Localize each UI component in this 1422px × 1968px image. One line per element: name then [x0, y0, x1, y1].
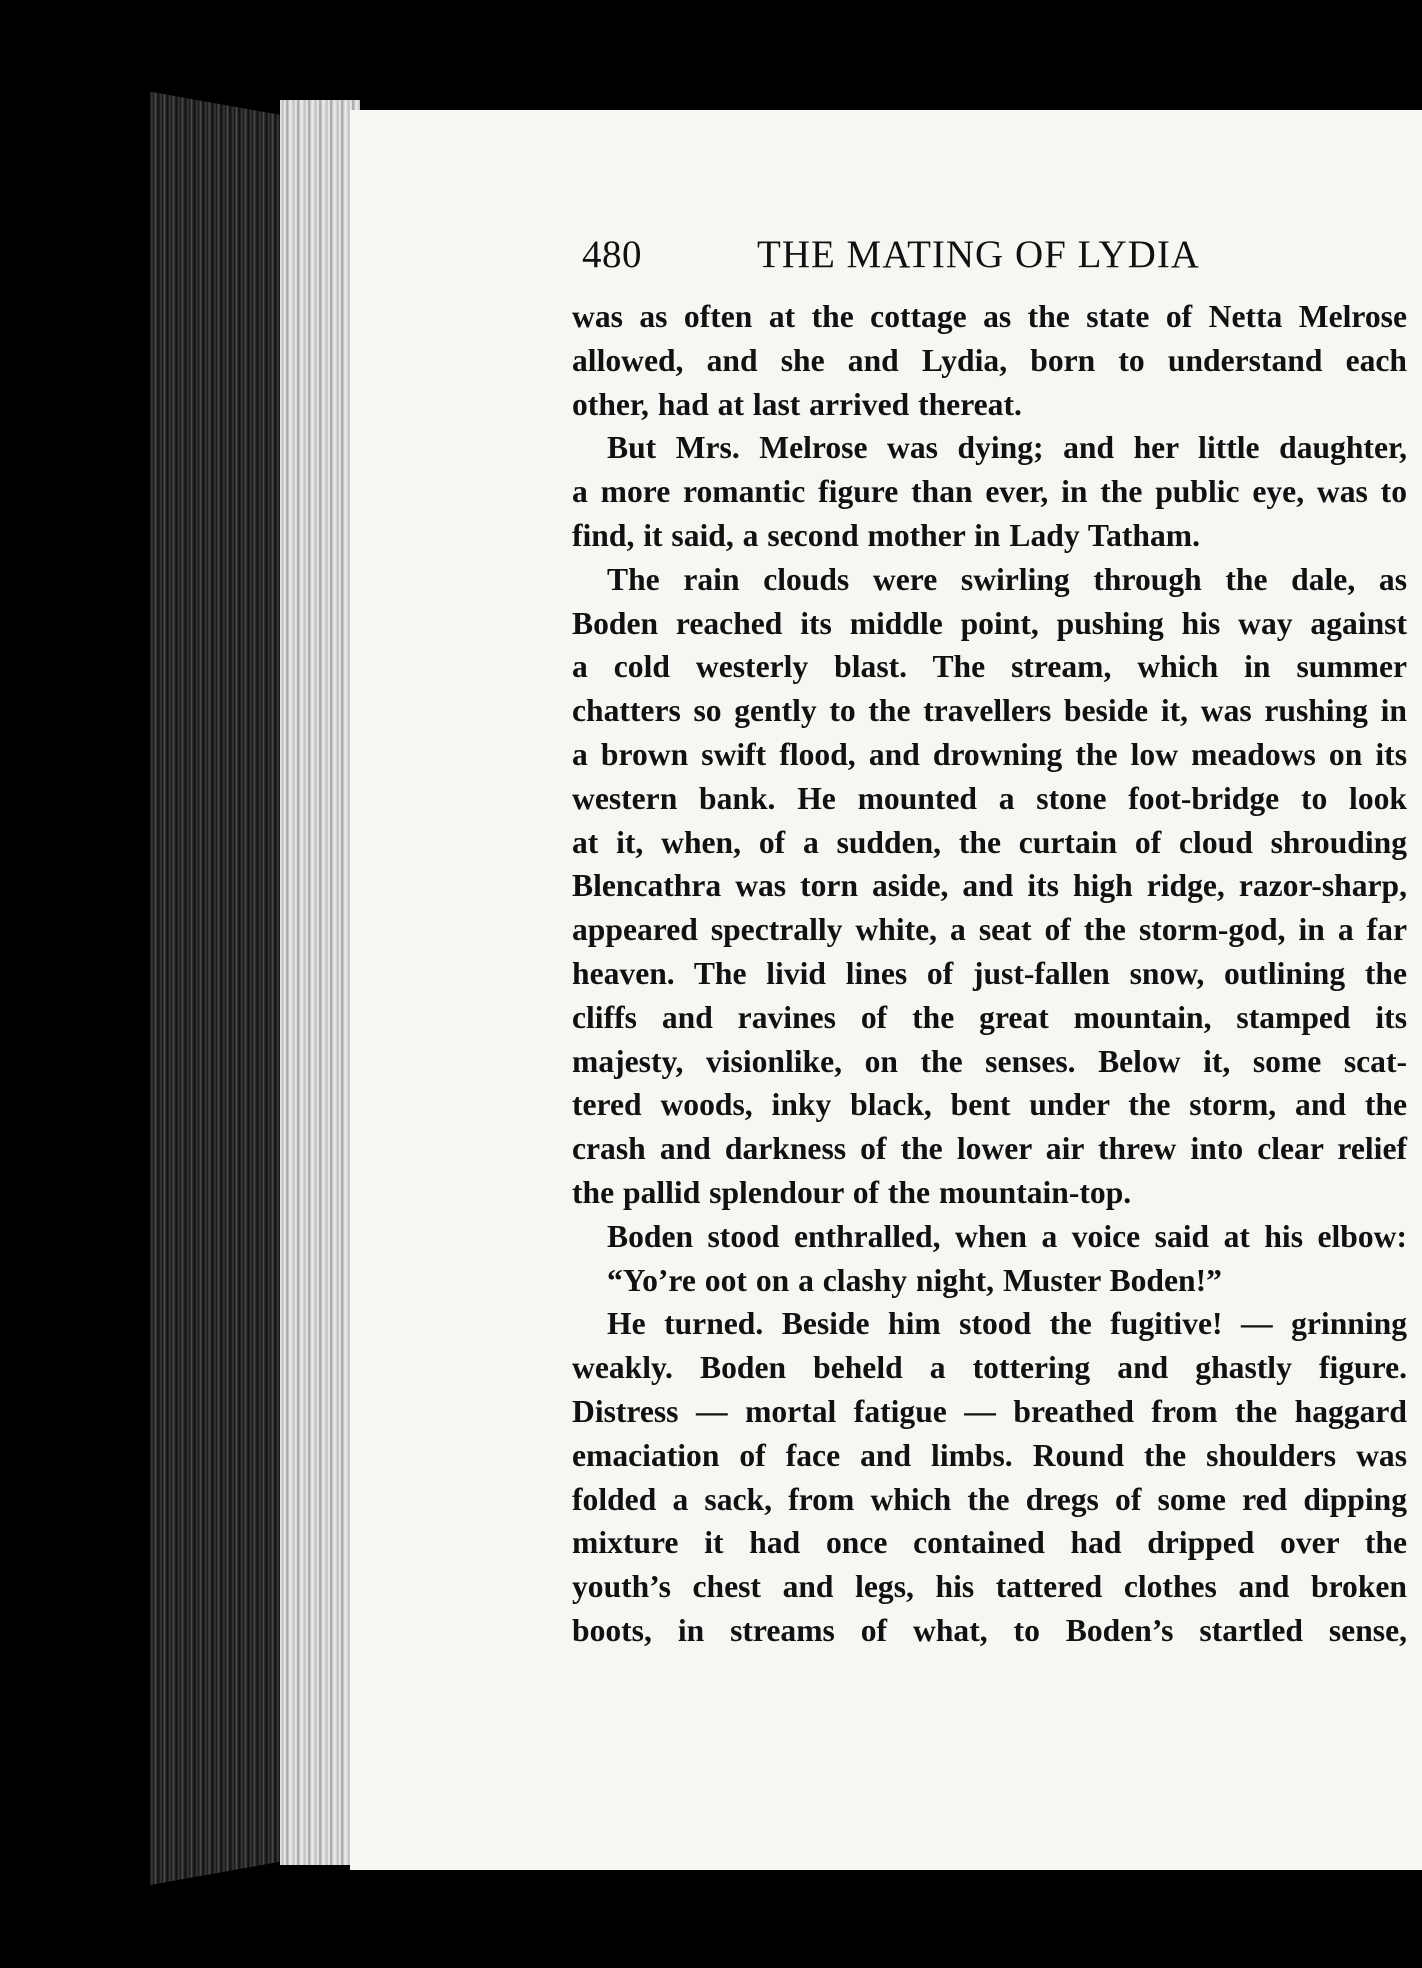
text-line: appeared spectrally white, a seat of the storm-god, in a far [572, 912, 1407, 948]
text-line: allowed, and she and Lydia, born to understand each [572, 342, 1407, 378]
text-line: find, it said, a second mother in Lady Tatham. [572, 517, 1201, 553]
text-line: cliffs and ravines of the great mountain, stamped its [572, 999, 1407, 1035]
text-line: boots, in streams of what, to Boden’s startled sense, [572, 1612, 1407, 1648]
text-line: other, had at last arrived thereat. [572, 386, 1022, 422]
text-line: tered woods, inky black, bent under the storm, and the [572, 1087, 1407, 1123]
page-stack-edge [280, 100, 360, 1865]
text-line: Boden stood enthralled, when a voice said at his elbow: [607, 1218, 1407, 1254]
text-line: a cold westerly blast. The stream, which in summer [572, 649, 1407, 685]
text-line: mixture it had once contained had dripped over the [572, 1525, 1407, 1561]
text-line: weakly. Boden beheld a tottering and ghastly figure. [572, 1350, 1407, 1386]
text-line: The rain clouds were swirling through the dale, as [607, 561, 1407, 597]
text-line: heaven. The livid lines of just-fallen snow, outlining the [572, 955, 1407, 991]
text-line: chatters so gently to the travellers beside it, was rushing in [572, 693, 1407, 729]
text-line: He turned. Beside him stood the fugitive! — grinning [607, 1306, 1407, 1342]
text-line: the pallid splendour of the mountain-top. [572, 1174, 1132, 1210]
text-line: emaciation of face and limbs. Round the shoulders was [572, 1437, 1407, 1473]
text-line: youth’s chest and legs, his tattered clothes and broken [572, 1569, 1407, 1605]
text-line: Boden reached its middle point, pushing his way against [572, 605, 1407, 641]
page-number: 480 [582, 233, 642, 276]
text-line: Distress — mortal fatigue — breathed from the haggard [572, 1393, 1407, 1429]
text-line: a more romantic figure than ever, in the public eye, was to [572, 474, 1407, 510]
book-page [350, 110, 1422, 1870]
text-line: was as often at the cottage as the state of Netta Melrose [572, 299, 1407, 334]
text-line: folded a sack, from which the dregs of some red dipping [572, 1481, 1407, 1517]
text-line: western bank. He mounted a stone foot-bridge to look [572, 780, 1407, 816]
text-line: Blencathra was torn aside, and its high ridge, razor-sharp, [572, 868, 1407, 904]
running-title: THE MATING OF LYDIA [757, 233, 1200, 276]
running-head [582, 232, 1422, 292]
text-line: crash and darkness of the lower air threw into clear relief [572, 1131, 1407, 1167]
text-line: But Mrs. Melrose was dying; and her little daughter, [607, 430, 1407, 466]
text-line: “Yo’re oot on a clashy night, Muster Boden!” [607, 1262, 1222, 1298]
text-line: majesty, visionlike, on the senses. Below it, some scat- [572, 1043, 1407, 1079]
text-line: a brown swift flood, and drowning the low meadows on its [572, 736, 1407, 772]
body-text [572, 295, 1407, 1653]
text-line: at it, when, of a sudden, the curtain of cloud shrouding [572, 824, 1407, 860]
